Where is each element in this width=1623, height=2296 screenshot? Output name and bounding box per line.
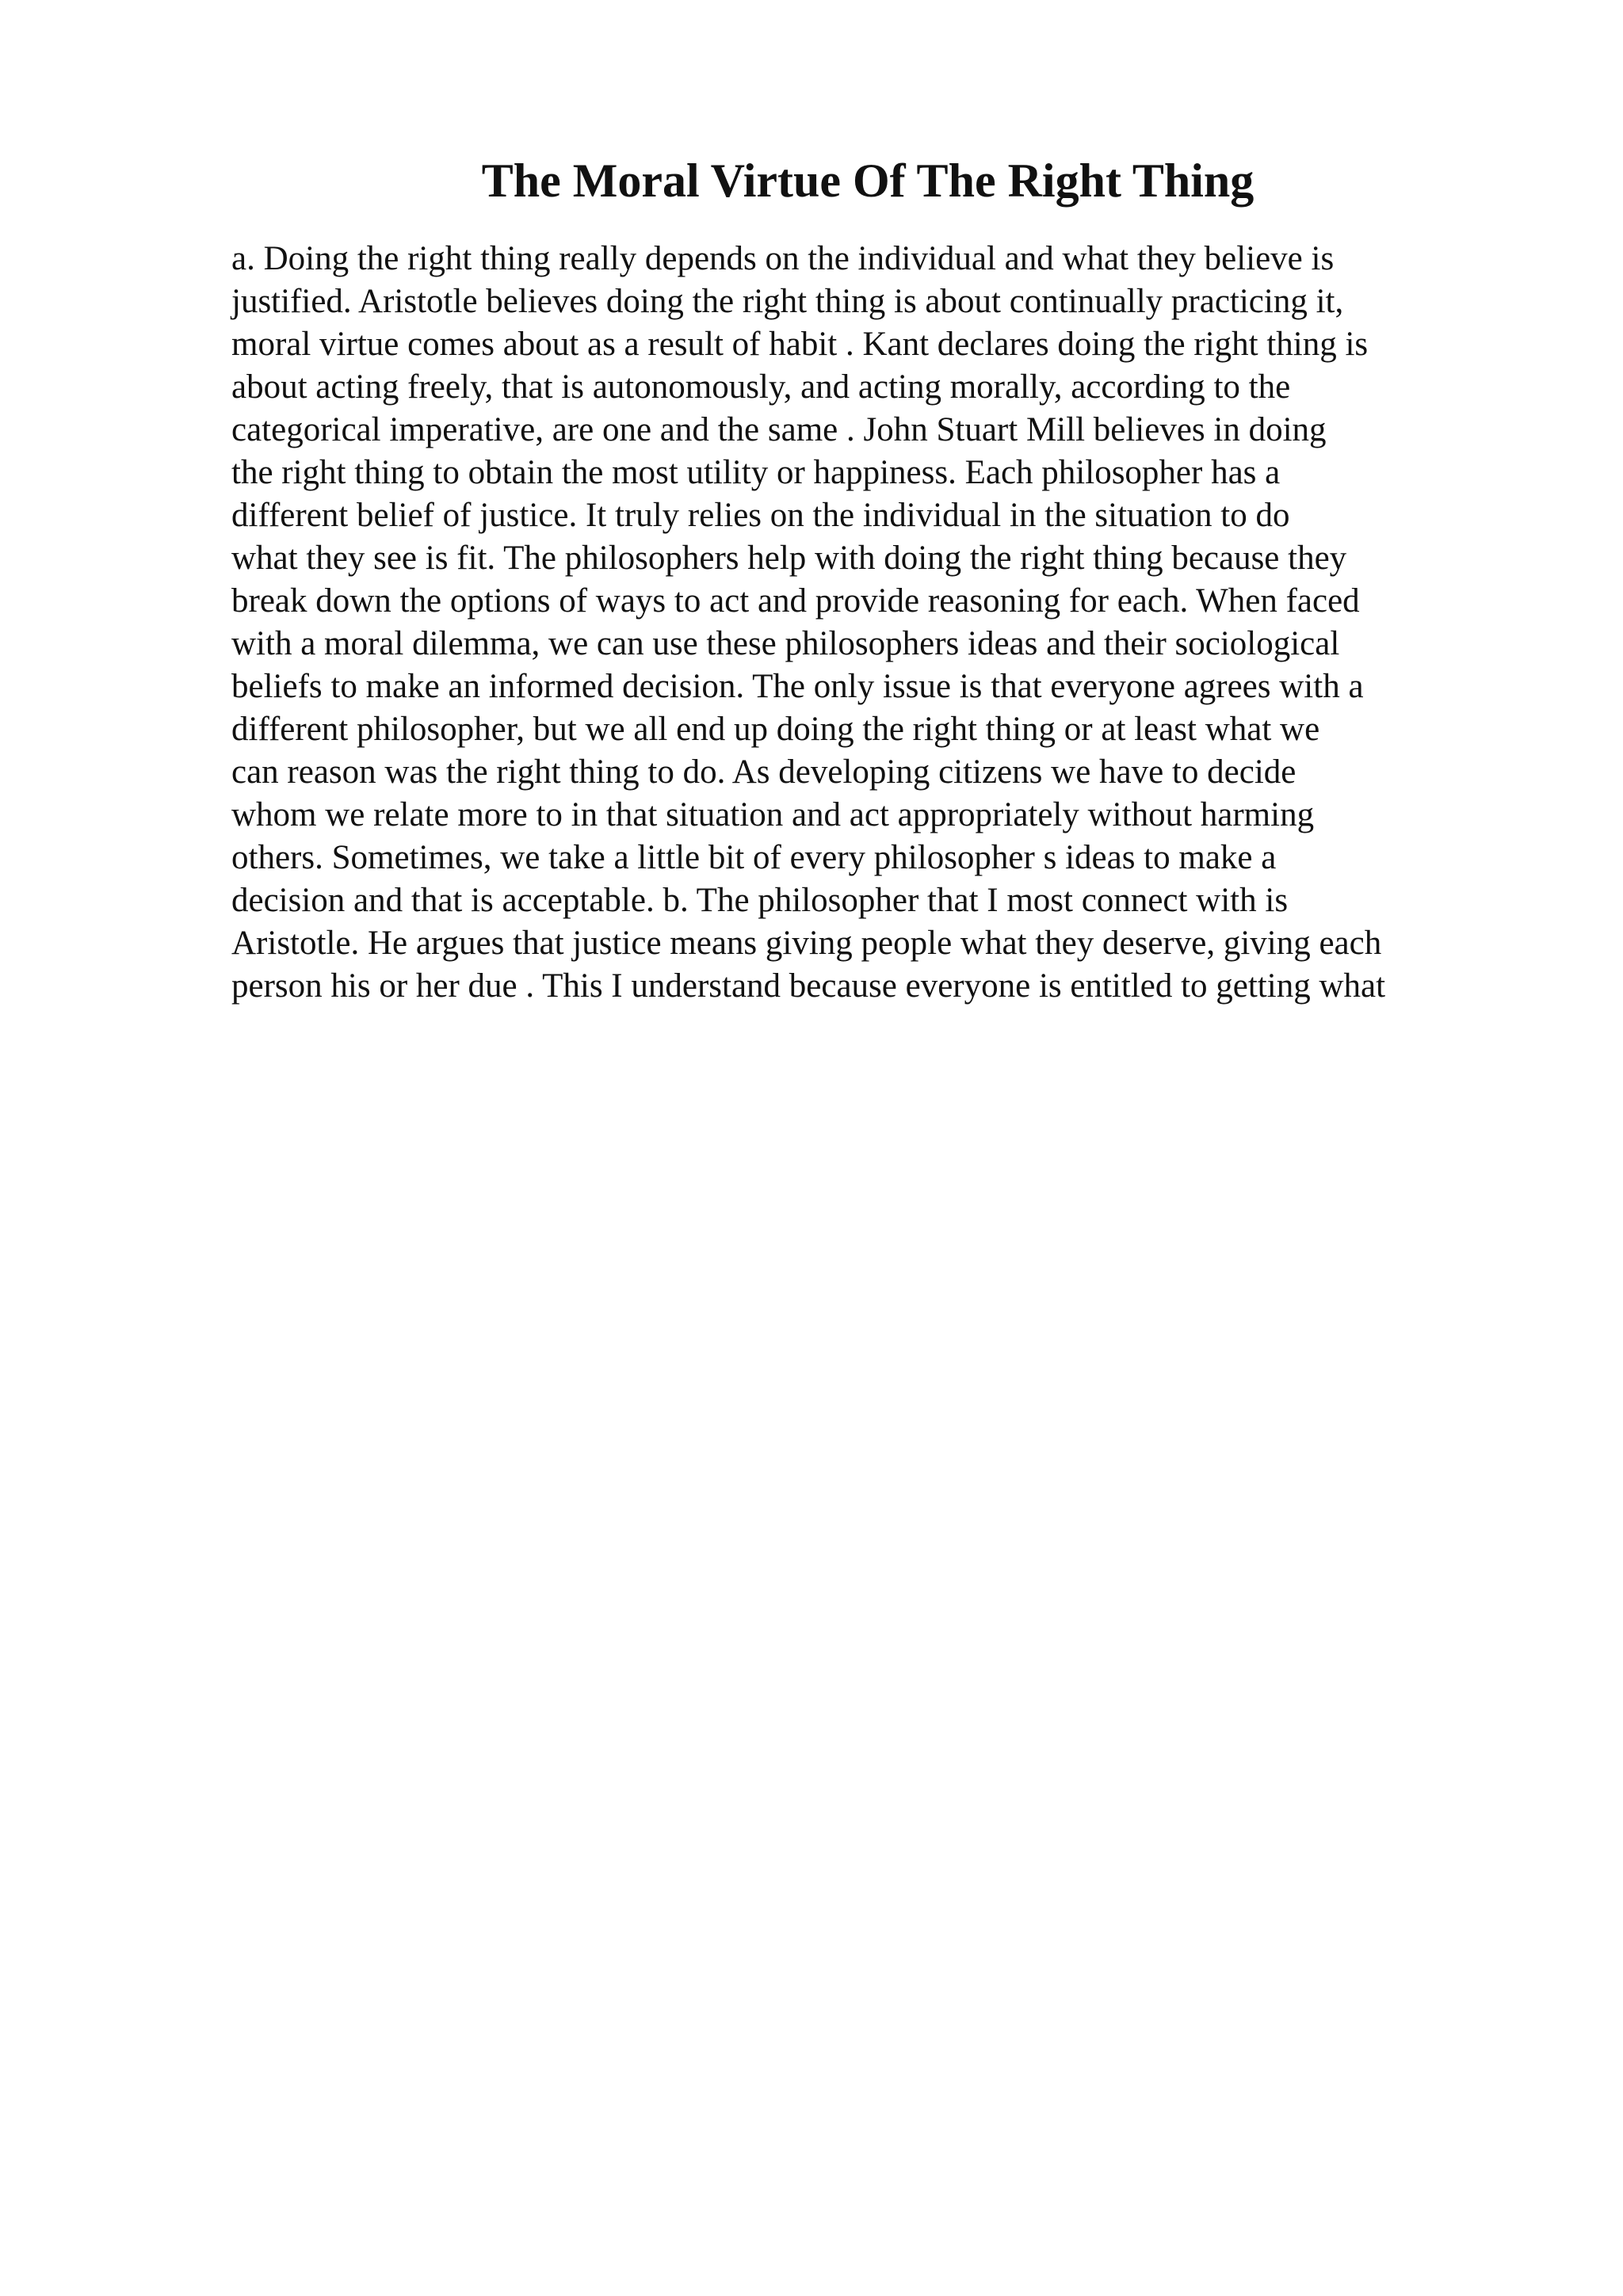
text-line: a. Doing the right thing really depends on the individual and what they believe is	[231, 240, 1335, 277]
text-line: different belief of justice. It truly relies on the individual in the situation to do	[231, 497, 1290, 534]
text-line: the right thing to obtain the most utility or happiness. Each philosopher has a	[231, 454, 1281, 491]
text-line: what they see is fit. The philosophers help with doing the right thing because they	[231, 540, 1347, 577]
text-line: break down the options of ways to act and provide reasoning for each. When faced	[231, 582, 1360, 620]
text-line: can reason was the right thing to do. As developing citizens we have to decide	[231, 753, 1296, 791]
text-line: about acting freely, that is autonomously, and acting morally, according to the	[231, 368, 1291, 406]
text-line: justified. Aristotle believes doing the right thing is about continually practicing it,	[231, 283, 1344, 320]
text-line: with a moral dilemma, we can use these philosophers ideas and their sociological	[231, 625, 1340, 662]
page-title: The Moral Virtue Of The Right Thing	[481, 154, 1254, 207]
text-line: moral virtue comes about as a result of habit . Kant declares doing the right thing is	[231, 326, 1369, 363]
body-paragraph	[231, 238, 1499, 1008]
text-line: whom we relate more to in that situation and act appropriately without harming	[231, 796, 1315, 833]
text-line: different philosopher, but we all end up doing the right thing or at least what we	[231, 711, 1320, 748]
text-line: Aristotle. He argues that justice means giving people what they deserve, giving each	[231, 925, 1382, 962]
text-line: person his or her due . This I understand because everyone is entitled to getting what	[231, 967, 1386, 1005]
text-line: beliefs to make an informed decision. The only issue is that everyone agrees with a	[231, 668, 1364, 705]
text-line: categorical imperative, are one and the same . John Stuart Mill believes in doing	[231, 411, 1327, 448]
text-line: others. Sometimes, we take a little bit of every philosopher s ideas to make a	[231, 839, 1277, 876]
text-line: decision and that is acceptable. b. The philosopher that I most connect with is	[231, 882, 1289, 919]
